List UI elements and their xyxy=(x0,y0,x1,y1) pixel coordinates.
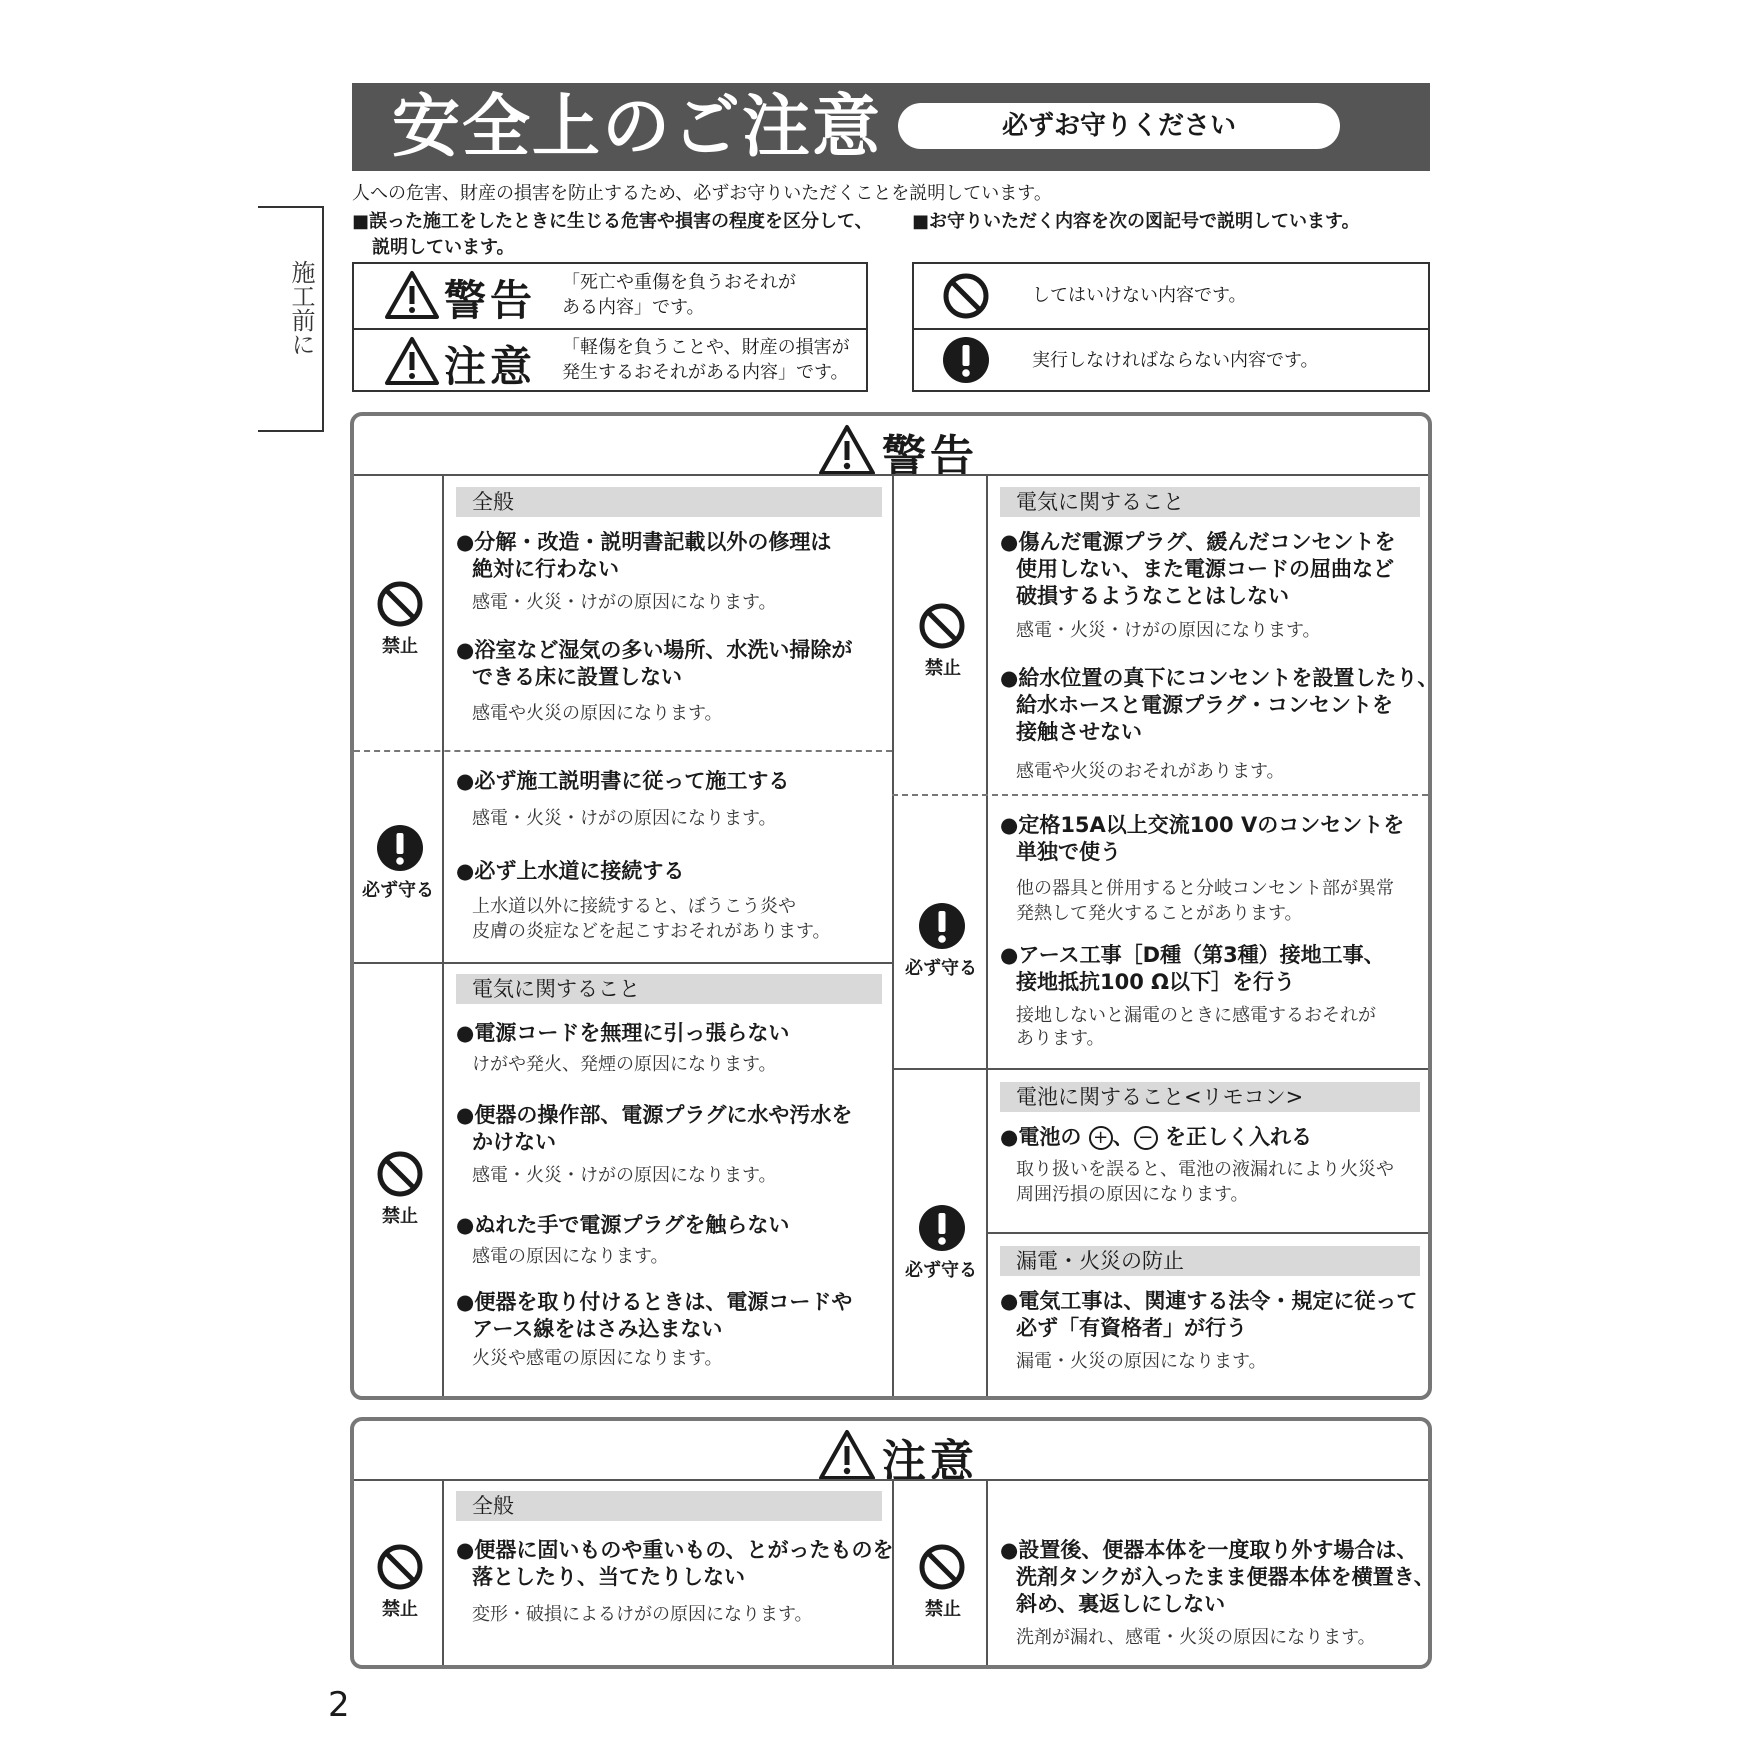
caution-item-note: 変形・破損によるけがの原因になります。 xyxy=(472,1604,813,1625)
panel-divider xyxy=(354,1479,1428,1481)
prohibited-label: 禁止 xyxy=(382,1599,418,1620)
warning-item-note: あります。 xyxy=(1016,1028,1105,1049)
section-divider xyxy=(892,794,1428,796)
column-divider xyxy=(986,474,988,1396)
battery-item-sep: 、 xyxy=(1112,1125,1134,1149)
category-general: 全般 xyxy=(456,487,882,517)
caution-item-text: 斜め、裏返しにしない xyxy=(1016,1592,1226,1616)
warning-triangle-icon xyxy=(818,1429,876,1481)
battery-item-suffix: を正しく入れる xyxy=(1164,1125,1312,1149)
symbol-legend xyxy=(912,262,1430,392)
section-divider xyxy=(986,1232,1428,1234)
legend-row-warning xyxy=(354,264,866,328)
warning-item-text: ●分解・改造・説明書記載以外の修理は xyxy=(456,530,832,554)
legend-row-mandatory xyxy=(914,328,1428,392)
warning-item-text: 必ず「有資格者」が行う xyxy=(1016,1316,1247,1340)
side-tab-label: 施工前に xyxy=(287,260,315,356)
intro-text: 人への危害、財産の損害を防止するため、必ずお守りいただくことを説明しています。 xyxy=(352,183,1052,204)
warning-item-note: 感電・火災・けがの原因になります。 xyxy=(472,592,777,613)
legend-word-caution: 注意 xyxy=(444,342,537,391)
warning-item-text: かけない xyxy=(472,1130,556,1154)
legend-row-prohibited xyxy=(914,264,1428,328)
battery-item xyxy=(1000,1124,1312,1151)
caution-panel xyxy=(350,1417,1435,1669)
must-follow-badge: 必ずお守りください xyxy=(898,103,1340,149)
caution-item-text: 洗剤タンクが入ったまま便器本体を横置き、 xyxy=(1016,1565,1435,1589)
mandatory-label: 必ず守る xyxy=(905,958,977,979)
page-title: 安全上のご注意 xyxy=(392,88,883,167)
warning-item-text: アース線をはさみ込まない xyxy=(472,1317,723,1341)
severity-heading-line1: ■誤った施工をしたときに生じる危害や損害の程度を区分して、 xyxy=(352,211,873,232)
warning-item-text: ●アース工事［D種（第3種）接地工事、 xyxy=(1000,943,1385,967)
column-divider xyxy=(892,1479,894,1665)
legend-desc-mandatory: 実行しなければならない内容です。 xyxy=(1032,350,1319,371)
legend-desc-caution-1: 「軽傷を負うことや、財産の損害が xyxy=(562,337,850,358)
warning-item-text: できる床に設置しない xyxy=(472,665,682,689)
section-divider xyxy=(354,962,892,964)
legend-desc-warning-1: 「死亡や重傷を負うおそれが xyxy=(562,272,796,293)
minus-terminal-icon: − xyxy=(1134,1126,1158,1150)
warning-item-text: ●定格15A以上交流100 Vのコンセントを xyxy=(1000,813,1405,837)
warning-item-text: ●給水位置の真下にコンセントを設置したり、 xyxy=(1000,666,1439,690)
warning-item-text: ●電源コードを無理に引っ張らない xyxy=(456,1021,790,1045)
mandatory-icon xyxy=(918,902,966,950)
prohibited-icon xyxy=(918,602,966,650)
warning-item-note: 感電・火災・けがの原因になります。 xyxy=(1016,620,1321,641)
severity-legend xyxy=(352,262,868,392)
mandatory-icon xyxy=(942,336,990,384)
category-general: 全般 xyxy=(456,1491,882,1521)
warning-panel-title: 警告 xyxy=(882,431,978,482)
warning-item-text: ●電気工事は、関連する法令・規定に従って xyxy=(1000,1289,1418,1313)
warning-triangle-icon xyxy=(818,424,876,476)
warning-item-note: 感電や火災の原因になります。 xyxy=(472,703,723,724)
section-divider xyxy=(354,750,892,752)
warning-item-text: 破損するようなことはしない xyxy=(1016,584,1289,608)
warning-item-text: ●必ず上水道に接続する xyxy=(456,859,685,883)
legend-desc-caution-2: 発生するおそれがある内容」です。 xyxy=(562,362,849,383)
mandatory-icon xyxy=(376,824,424,872)
severity-heading-line2: 説明しています。 xyxy=(372,237,515,258)
caution-item-note: 洗剤が漏れ、感電・火災の原因になります。 xyxy=(1016,1627,1376,1648)
prohibited-icon xyxy=(376,580,424,628)
caution-panel-title: 注意 xyxy=(882,1436,978,1487)
mandatory-label: 必ず守る xyxy=(905,1260,977,1281)
prohibited-icon xyxy=(918,1543,966,1591)
section-divider xyxy=(892,1068,1428,1070)
warning-item-text: ●便器を取り付けるときは、電源コードや xyxy=(456,1290,853,1314)
warning-item-text: ●必ず施工説明書に従って施工する xyxy=(456,769,790,793)
panel-divider xyxy=(354,474,1428,476)
warning-panel xyxy=(350,412,1439,1400)
warning-item-note: 取り扱いを誤ると、電池の液漏れにより火災や xyxy=(1016,1159,1394,1180)
warning-item-note: 感電・火災・けがの原因になります。 xyxy=(472,808,777,829)
caution-item-text: 落としたり、当てたりしない xyxy=(472,1565,745,1589)
warning-item-note: 感電の原因になります。 xyxy=(472,1246,669,1267)
mandatory-label: 必ず守る xyxy=(362,880,434,901)
battery-item-prefix: ●電池の xyxy=(1000,1125,1082,1149)
warning-item-text: ●便器の操作部、電源プラグに水や汚水を xyxy=(456,1103,853,1127)
category-leak-prevention: 漏電・火災の防止 xyxy=(1000,1246,1420,1276)
warning-item-note: 接地しないと漏電のときに感電するおそれが xyxy=(1016,1005,1376,1026)
legend-desc-prohibited: してはいけない内容です。 xyxy=(1032,285,1247,306)
legend-desc-warning-2: ある内容」です。 xyxy=(562,297,705,318)
caution-item-text: ●設置後、便器本体を一度取り外す場合は、 xyxy=(1000,1538,1418,1562)
warning-item-note: 他の器具と併用すると分岐コンセント部が異常 xyxy=(1016,878,1394,899)
warning-item-note: 感電や火災のおそれがあります。 xyxy=(1016,761,1285,782)
category-battery: 電池に関すること<リモコン> xyxy=(1000,1082,1420,1112)
prohibited-label: 禁止 xyxy=(382,636,418,657)
warning-item-text: 接触させない xyxy=(1016,720,1142,744)
warning-item-note: 漏電・火災の原因になります。 xyxy=(1016,1351,1267,1372)
legend-word-warning: 警告 xyxy=(444,276,537,325)
warning-item-note: 火災や感電の原因になります。 xyxy=(472,1348,723,1369)
category-electrical: 電気に関すること xyxy=(1000,487,1420,517)
prohibited-icon xyxy=(942,272,990,320)
legend-row-caution xyxy=(354,328,866,392)
page-number: 2 xyxy=(328,1685,350,1725)
warning-item-text: ●ぬれた手で電源プラグを触らない xyxy=(456,1213,790,1237)
warning-triangle-icon xyxy=(384,336,440,386)
warning-item-note: 上水道以外に接続すると、ぼうこう炎や xyxy=(472,896,796,917)
prohibited-label: 禁止 xyxy=(382,1206,418,1227)
warning-item-text: 絶対に行わない xyxy=(472,557,619,581)
column-divider xyxy=(986,1479,988,1665)
caution-item-text: ●便器に固いものや重いもの、とがったものを xyxy=(456,1538,894,1562)
warning-item-text: ●傷んだ電源プラグ、緩んだコンセントを xyxy=(1000,530,1396,554)
column-divider xyxy=(442,1479,444,1665)
symbol-heading: ■お守りいただく内容を次の図記号で説明しています。 xyxy=(912,211,1360,232)
prohibited-label: 禁止 xyxy=(925,658,961,679)
prohibited-label: 禁止 xyxy=(925,1599,961,1620)
column-divider xyxy=(892,474,894,1396)
prohibited-icon xyxy=(376,1543,424,1591)
warning-item-note: 周囲汚損の原因になります。 xyxy=(1016,1184,1249,1205)
plus-terminal-icon: + xyxy=(1089,1126,1113,1150)
warning-item-text: ●浴室など湿気の多い場所、水洗い掃除が xyxy=(456,638,853,662)
warning-item-note: 感電・火災・けがの原因になります。 xyxy=(472,1165,777,1186)
mandatory-icon xyxy=(918,1204,966,1252)
warning-item-note: 皮膚の炎症などを起こすおそれがあります。 xyxy=(472,921,831,942)
warning-item-text: 接地抵抗100 Ω以下］を行う xyxy=(1016,970,1295,994)
prohibited-icon xyxy=(376,1150,424,1198)
warning-item-text: 単独で使う xyxy=(1016,840,1121,864)
column-divider xyxy=(442,474,444,1396)
warning-item-text: 給水ホースと電源プラグ・コンセントを xyxy=(1016,693,1393,717)
warning-item-text: 使用しない、また電源コードの屈曲など xyxy=(1016,557,1394,581)
warning-item-note: けがや発火、発煙の原因になります。 xyxy=(472,1054,777,1075)
warning-item-note: 発熱して発火することがあります。 xyxy=(1016,903,1303,924)
warning-triangle-icon xyxy=(384,270,440,320)
category-electrical: 電気に関すること xyxy=(456,974,882,1004)
